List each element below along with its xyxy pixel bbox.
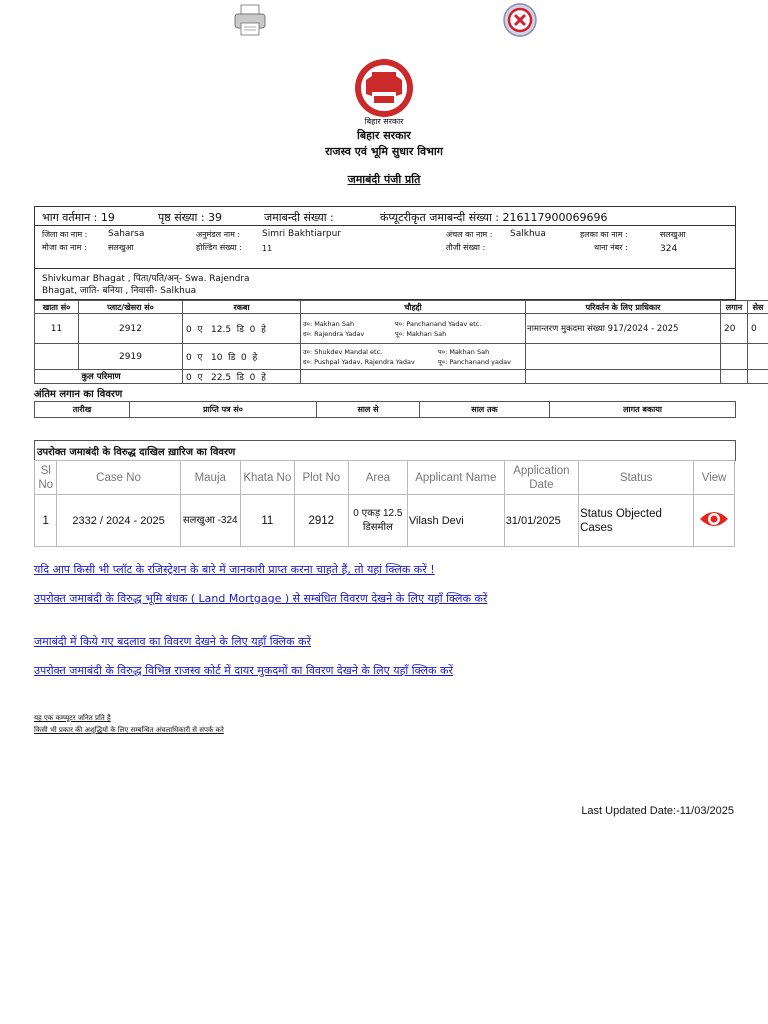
col-chauhaddi: चौहद्दी xyxy=(301,301,526,314)
lagan-cell xyxy=(721,344,748,370)
table-row xyxy=(35,495,735,547)
total-value: 0 ए 22.5 डि 0 हे xyxy=(183,370,301,384)
col-date: तारीख xyxy=(35,402,130,418)
col-area: Area xyxy=(348,461,407,495)
owner-line-2: Bhagat, जाति- बनिया , निवासी- Salkhua xyxy=(42,286,197,296)
khata-cell: 11 xyxy=(35,314,79,344)
col-lagan: लगान xyxy=(721,301,748,314)
bihar-emblem-logo xyxy=(350,58,418,118)
thana-value: 324 xyxy=(660,244,678,254)
land-mortgage-link[interactable]: उपरोक्त जमाबंदी के विरुद्ध भूमि बंधक ( Land Mortgage ) से सम्बंधित विवरण देखने के लिए यहाँ क्लिक करें xyxy=(34,592,488,605)
tauzi-label: तौजी संख्या : xyxy=(446,243,486,252)
mauja-label: मौजा का नाम : xyxy=(42,243,87,252)
authority-cell: नामान्तरण मुकदमा संख्या 917/2024 - 2025 xyxy=(526,314,721,344)
contact-note: किसी भी प्रकार की अशुद्धियों के लिए सम्बन्धित अंचलाधिकारी से संपर्क करे xyxy=(34,726,224,734)
revenue-court-cases-link[interactable]: उपरोक्त जमाबंदी के विरुद्ध विभिन्न राजस्व कोर्ट में दायर मुकदमों का विवरण देखने के लिए यहाँ क्लिक करें xyxy=(34,664,453,677)
total-row xyxy=(35,370,768,384)
subdivision-value: Simri Bakhtiarpur xyxy=(262,229,342,239)
table-row xyxy=(35,344,768,370)
col-authority: परिवर्तन के लिए प्राधिकार xyxy=(526,301,721,314)
col-app-date: Application Date xyxy=(504,461,578,495)
col-khata: खाता सं० xyxy=(35,301,79,314)
south-boundary: द०: Rajendra Yadav xyxy=(303,329,365,338)
owner-line-1: Shivkumar Bhagat , पिता/पति/अन्- Swa. Rajendra xyxy=(42,274,250,284)
holding-value: 11 xyxy=(262,244,273,253)
authority-cell xyxy=(526,344,721,370)
status-cell: Status Objected Cases xyxy=(579,495,694,547)
ses-cell: 0 xyxy=(748,314,768,344)
plot-no-cell: 2912 xyxy=(294,495,348,547)
west-boundary: प०: Makhan Sah xyxy=(438,347,490,356)
col-case-no: Case No xyxy=(57,461,180,495)
case-section-title: उपरोक्त जमाबंदी के विरुद्ध दाखिल ख़ारिज का विवरण xyxy=(37,447,236,458)
lagan-cell: 20 xyxy=(721,314,748,344)
col-rakba: रकबा xyxy=(183,301,301,314)
land-table xyxy=(34,300,768,384)
sl-cell: 1 xyxy=(35,495,57,547)
halka-value: सलखुआ xyxy=(660,230,686,239)
rakba-cell: 0 ए 10 डि 0 हे xyxy=(183,344,301,370)
applicant-cell: Vilash Devi xyxy=(407,495,504,547)
table-row xyxy=(35,314,768,344)
col-khata-no: Khata No xyxy=(240,461,294,495)
page-no-value: 39 xyxy=(208,211,223,224)
emblem-caption: बिहार सरकार xyxy=(364,117,404,126)
col-mauja: Mauja xyxy=(180,461,240,495)
holding-label: होल्डिंग संख्या : xyxy=(196,243,242,252)
col-ses: सेस xyxy=(748,301,768,314)
case-table xyxy=(34,460,735,547)
north-boundary: उ०: Shukdev Mandal etc. xyxy=(303,347,383,356)
date-cell: 31/01/2025 xyxy=(504,495,578,547)
computer-generated-note: यह एक कम्प्यूटर जनित प्रति है xyxy=(34,714,111,722)
page-title: जमाबंदी पंजी प्रति xyxy=(347,173,421,186)
plot-cell: 2912 xyxy=(79,314,183,344)
col-receipt: प्राप्ति पत्र सं० xyxy=(130,402,317,418)
govt-name: बिहार सरकार xyxy=(357,129,411,142)
lagan-section-title: अंतिम लगान का विवरण xyxy=(34,389,123,400)
circle-label: अंचल का नाम : xyxy=(446,230,493,239)
rakba-cell: 0 ए 12.5 डि 0 हे xyxy=(183,314,301,344)
printer-icon[interactable] xyxy=(232,2,268,38)
col-plot: प्लाट/खेसरा सं० xyxy=(79,301,183,314)
computerized-no-value: 216117900069696 xyxy=(502,211,608,224)
col-sl-no: Sl No xyxy=(35,461,57,495)
east-boundary: पू०: Panchanand yadav xyxy=(438,357,511,366)
district-label: जिला का नाम : xyxy=(42,230,88,239)
bhag-label: भाग वर्तमान : xyxy=(42,211,98,224)
plot-cell: 2919 xyxy=(79,344,183,370)
computerized-no-label: कंप्यूटरीकृत जमाबन्दी संख्या : xyxy=(380,211,500,224)
ses-cell xyxy=(748,344,768,370)
jamabandi-changes-link[interactable]: जमाबंदी में किये गए बदलाव का विवरण देखने के लिए यहाँ क्लिक करें xyxy=(34,635,311,648)
thana-label: थाना नंबर : xyxy=(594,243,628,252)
bhag-value: 19 xyxy=(100,211,115,224)
case-title-box xyxy=(34,440,736,461)
south-boundary: द०: Pushpal Yadav, Rajendra Yadav xyxy=(303,357,415,366)
jamabandi-label: जमाबन्दी संख्या : xyxy=(264,211,334,224)
total-label: कुल परिमाण xyxy=(79,370,183,384)
col-plot-no: Plot No xyxy=(294,461,348,495)
west-boundary: प०: Panchanand Yadav etc. xyxy=(395,319,482,328)
circle-value: Salkhua xyxy=(510,229,546,239)
halka-label: हलका का नाम : xyxy=(580,230,628,239)
last-updated-date: Last Updated Date:-11/03/2025 xyxy=(581,805,734,817)
view-cell xyxy=(694,495,735,547)
mauja-value: सलखुआ xyxy=(108,243,134,252)
khata-cell xyxy=(35,344,79,370)
eye-icon[interactable] xyxy=(698,508,730,530)
col-year-from: साल से xyxy=(317,402,420,418)
mauja-cell: सलखुआ -324 xyxy=(180,495,240,547)
close-circle-icon[interactable] xyxy=(502,2,538,38)
subdivision-label: अनुमंडल नाम : xyxy=(196,230,241,239)
department-name: राजस्व एवं भूमि सुधार विभाग xyxy=(325,145,443,158)
plot-registration-link[interactable]: यदि आप किसी भी प्लॉट के रजिस्ट्रेशन के बारे में जानकारी प्राप्त करना चाहते हैं, तो यहां क्लिक करें ! xyxy=(34,563,435,576)
khata-no-cell: 11 xyxy=(240,495,294,547)
north-boundary: उ०: Makhan Sah xyxy=(303,319,355,328)
col-view: View xyxy=(694,461,735,495)
case-no-cell: 2332 / 2024 - 2025 xyxy=(57,495,180,547)
col-year-to: साल तक xyxy=(420,402,550,418)
col-status: Status xyxy=(579,461,694,495)
east-boundary: पू०: Makhan Sah xyxy=(395,329,447,338)
district-value: Saharsa xyxy=(108,229,145,239)
lagan-table xyxy=(34,401,736,418)
chauhaddi-cell xyxy=(301,344,526,370)
page-no-label: पृष्ठ संख्या : xyxy=(158,211,205,224)
area-cell: 0 एकड़ 12.5 डिसमील xyxy=(348,495,407,547)
col-applicant: Applicant Name xyxy=(407,461,504,495)
chauhaddi-cell xyxy=(301,314,526,344)
col-dues: लागत बकाया xyxy=(550,402,736,418)
